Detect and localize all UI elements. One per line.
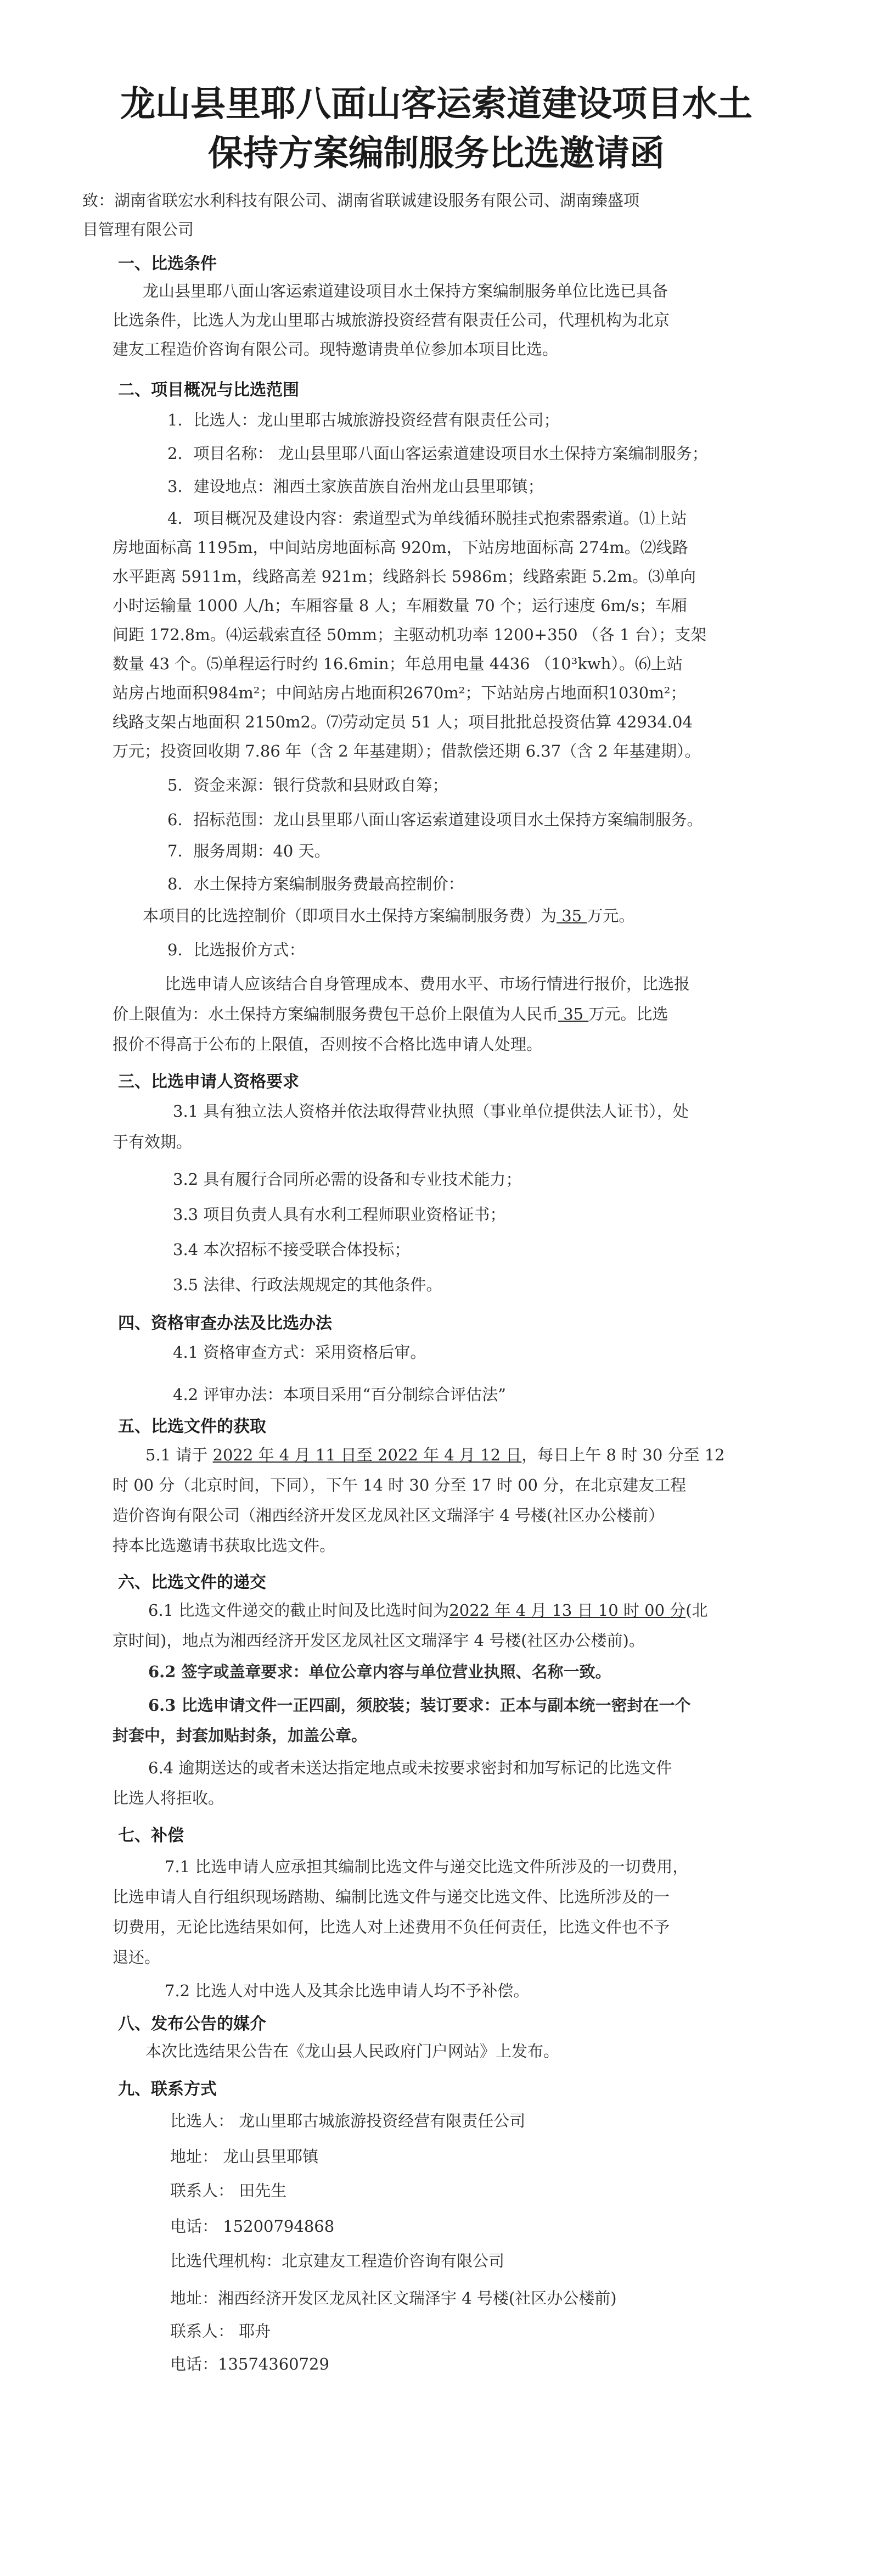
scope-item-4-line: 站房占地面积984m²；中间站房占地面积2670m²；下站站房占地面积1030m²； [113,684,687,702]
scope-item-4-line: 万元；投资回收期 7.86 年（含 2 年基建期）；借款偿还期 6.37（含 2 年基建期）。 [113,742,701,760]
scope-item-3: 3．建设地点：湘西土家族苗族自治州龙山县里耶镇； [167,477,544,496]
section-2-heading: 二、项目概况与比选范围 [118,380,299,400]
obtain-5-1-line: 5.1 请于 2022 年 4 月 11 日至 2022 年 4 月 12 日，每日上午 8 时 30 分至 12 [145,1446,725,1464]
scope-item-4-line: 水平距离 5911m，线路高差 921m；线路斜长 5986m；线路索距 5.2m。⑶单向 [113,567,696,586]
section-5-heading: 五、比选文件的获取 [118,1417,266,1436]
contact-agency-phone: 电话：13574360729 [170,2355,329,2373]
document-title-line-2: 保持方案编制服务比选邀请函 [208,133,665,174]
scope-item-4-line: 房地面标高 1195m，中间站房地面标高 920m，下站房地面标高 274m。⑵线路 [113,538,688,557]
obtain-date-range: 2022 年 4 月 11 日至 2022 年 4 月 12 日 [212,1446,522,1464]
submit-6-3-line: 6.3 比选申请文件一正四副，须胶装；装订要求：正本与副本统一密封在一个 [148,1696,691,1715]
compensation-7-1-line: 比选申请人自行组织现场踏勘、编制比选文件与递交比选文件、比选所涉及的一 [113,1888,670,1906]
publication-media: 本次比选结果公告在《龙山县人民政府门户网站》上发布。 [145,2042,560,2060]
contact-owner-address: 地址： 龙山县里耶镇 [170,2147,319,2166]
review-4-1: 4.1 资格审查方式：采用资格后审。 [173,1343,426,1362]
quote-cap-amount: 35 [558,1005,589,1023]
submit-6-1-line: 京时间)，地点为湘西经济开发区龙凤社区文瑞泽宇 4 号楼(社区办公楼前)。 [113,1631,645,1650]
section-1-line: 比选条件，比选人为龙山里耶古城旅游投资经营有限责任公司，代理机构为北京 [113,311,670,329]
scope-item-4-line: 间距 172.8m。⑷运载索直径 50mm；主驱动机功率 1200+350 （各 1 台）；支架 [113,625,707,644]
contact-agency: 比选代理机构：北京建友工程造价咨询有限公司 [170,2252,505,2270]
submit-deadline: 2022 年 4 月 13 日 10 时 00 分 [449,1601,686,1620]
control-price-amount: 35 [557,906,587,925]
qualification-3-3: 3.3 项目负责人具有水利工程师职业资格证书； [173,1205,506,1224]
contact-owner-person: 联系人： 田先生 [170,2181,287,2200]
compensation-7-2: 7.2 比选人对中选人及其余比选申请人均不予补偿。 [165,1981,530,2000]
section-4-heading: 四、资格审查办法及比选办法 [118,1314,332,1333]
submit-6-2: 6.2 签字或盖章要求：单位公章内容与单位营业执照、名称一致。 [148,1662,611,1681]
qualification-3-1: 3.1 具有独立法人资格并依法取得营业执照（事业单位提供法人证书），处 [173,1102,689,1121]
section-1-heading: 一、比选条件 [118,254,217,273]
section-1-line: 建友工程造价咨询有限公司。现特邀请贵单位参加本项目比选。 [113,340,559,359]
scope-item-8: 8．水土保持方案编制服务费最高控制价： [167,875,464,893]
qualification-3-5: 3.5 法律、行政法规规定的其他条件。 [173,1275,442,1294]
addressee-line-1: 致：湖南省联宏水利科技有限公司、湖南省联诚建设服务有限公司、湖南臻盛项 [82,191,640,210]
document-title-line-1: 龙山县里耶八面山客运索道建设项目水土 [120,84,752,125]
scope-item-2: 2．项目名称： 龙山县里耶八面山客运索道建设项目水土保持方案编制服务； [167,444,708,463]
quote-method-line: 比选申请人应该结合自身管理成本、费用水平、市场行情进行报价，比选报 [165,975,690,993]
qualification-3-2: 3.2 具有履行合同所必需的设备和专业技术能力； [173,1170,522,1189]
compensation-7-1-line: 退还。 [113,1948,161,1967]
section-1-line: 龙山县里耶八面山客运索道建设项目水土保持方案编制服务单位比选已具备 [143,282,668,300]
scope-item-6: 6．招标范围：龙山县里耶八面山客运索道建设项目水土保持方案编制服务。 [167,810,703,829]
compensation-7-1-line: 7.1 比选申请人应承担其编制比选文件与递交比选文件所涉及的一切费用， [165,1857,689,1876]
submit-6-1-line: 6.1 比选文件递交的截止时间及比选时间为2022 年 4 月 13 日 10 时 00 分(北 [148,1601,708,1620]
quote-method-line: 报价不得高于公布的上限值，否则按不合格比选申请人处理。 [113,1035,543,1054]
submit-6-3-line: 封套中，封套加贴封条，加盖公章。 [113,1726,368,1745]
section-7-heading: 七、补偿 [118,1826,184,1845]
control-price-line: 本项目的比选控制价（即项目水土保持方案编制服务费）为 35 万元。 [143,906,635,925]
quote-method-line: 价上限值为：水土保持方案编制服务费包干总价上限值为人民币 35 万元。比选 [113,1005,668,1023]
obtain-5-1-line: 造价咨询有限公司（湘西经济开发区龙凤社区文瑞泽宇 4 号楼(社区办公楼前） [113,1506,665,1525]
contact-agency-address: 地址：湘西经济开发区龙凤社区文瑞泽宇 4 号楼(社区办公楼前) [170,2289,617,2308]
compensation-7-1-line: 切费用，无论比选结果如何，比选人对上述费用不负任何责任，比选文件也不予 [113,1918,670,1936]
scope-item-5: 5．资金来源：银行贷款和县财政自筹； [167,776,448,794]
qualification-3-1-cont: 于有效期。 [113,1133,193,1151]
section-6-heading: 六、比选文件的递交 [118,1573,266,1592]
scope-item-4-line: 线路支架占地面积 2150m2。⑺劳动定员 51 人；项目批批总投资估算 42934.04 [113,713,693,731]
submit-6-4-line: 6.4 逾期送达的或者未送达指定地点或未按要求密封和加写标记的比选文件 [148,1759,672,1777]
section-9-heading: 九、联系方式 [118,2080,217,2099]
addressee-line-2: 目管理有限公司 [82,220,194,239]
contact-agency-person: 联系人： 耶舟 [170,2322,271,2340]
scope-item-1: 1．比选人：龙山里耶古城旅游投资经营有限责任公司； [167,411,560,429]
obtain-5-1-line: 持本比选邀请书获取比选文件。 [113,1536,336,1555]
submit-6-4-line: 比选人将拒收。 [113,1789,224,1807]
scope-item-4-line: 小时运输量 1000 人/h；车厢容量 8 人；车厢数量 70 个；运行速度 6m/s；车厢 [113,596,687,615]
contact-owner-phone: 电话： 15200794868 [170,2217,335,2236]
qualification-3-4: 3.4 本次招标不接受联合体投标； [173,1240,411,1259]
section-3-heading: 三、比选申请人资格要求 [118,1072,299,1091]
contact-owner: 比选人： 龙山里耶古城旅游投资经营有限责任公司 [170,2112,526,2130]
scope-item-4-line: 4．项目概况及建设内容：索道型式为单线循环脱挂式抱索器索道。⑴上站 [167,509,687,528]
scope-item-4-line: 数量 43 个。⑸单程运行时约 16.6min；年总用电量 4436 （10³kwh）。⑹上站 [113,654,683,673]
review-4-2: 4.2 评审办法：本项目采用“百分制综合评估法” [173,1385,506,1404]
section-8-heading: 八、发布公告的媒介 [118,2014,266,2034]
scope-item-9: 9．比选报价方式： [167,940,305,959]
scope-item-7: 7．服务周期：40 天。 [167,842,330,860]
obtain-5-1-line: 时 00 分（北京时间，下同），下午 14 时 30 分至 17 时 00 分，在北京建友工程 [113,1476,687,1494]
